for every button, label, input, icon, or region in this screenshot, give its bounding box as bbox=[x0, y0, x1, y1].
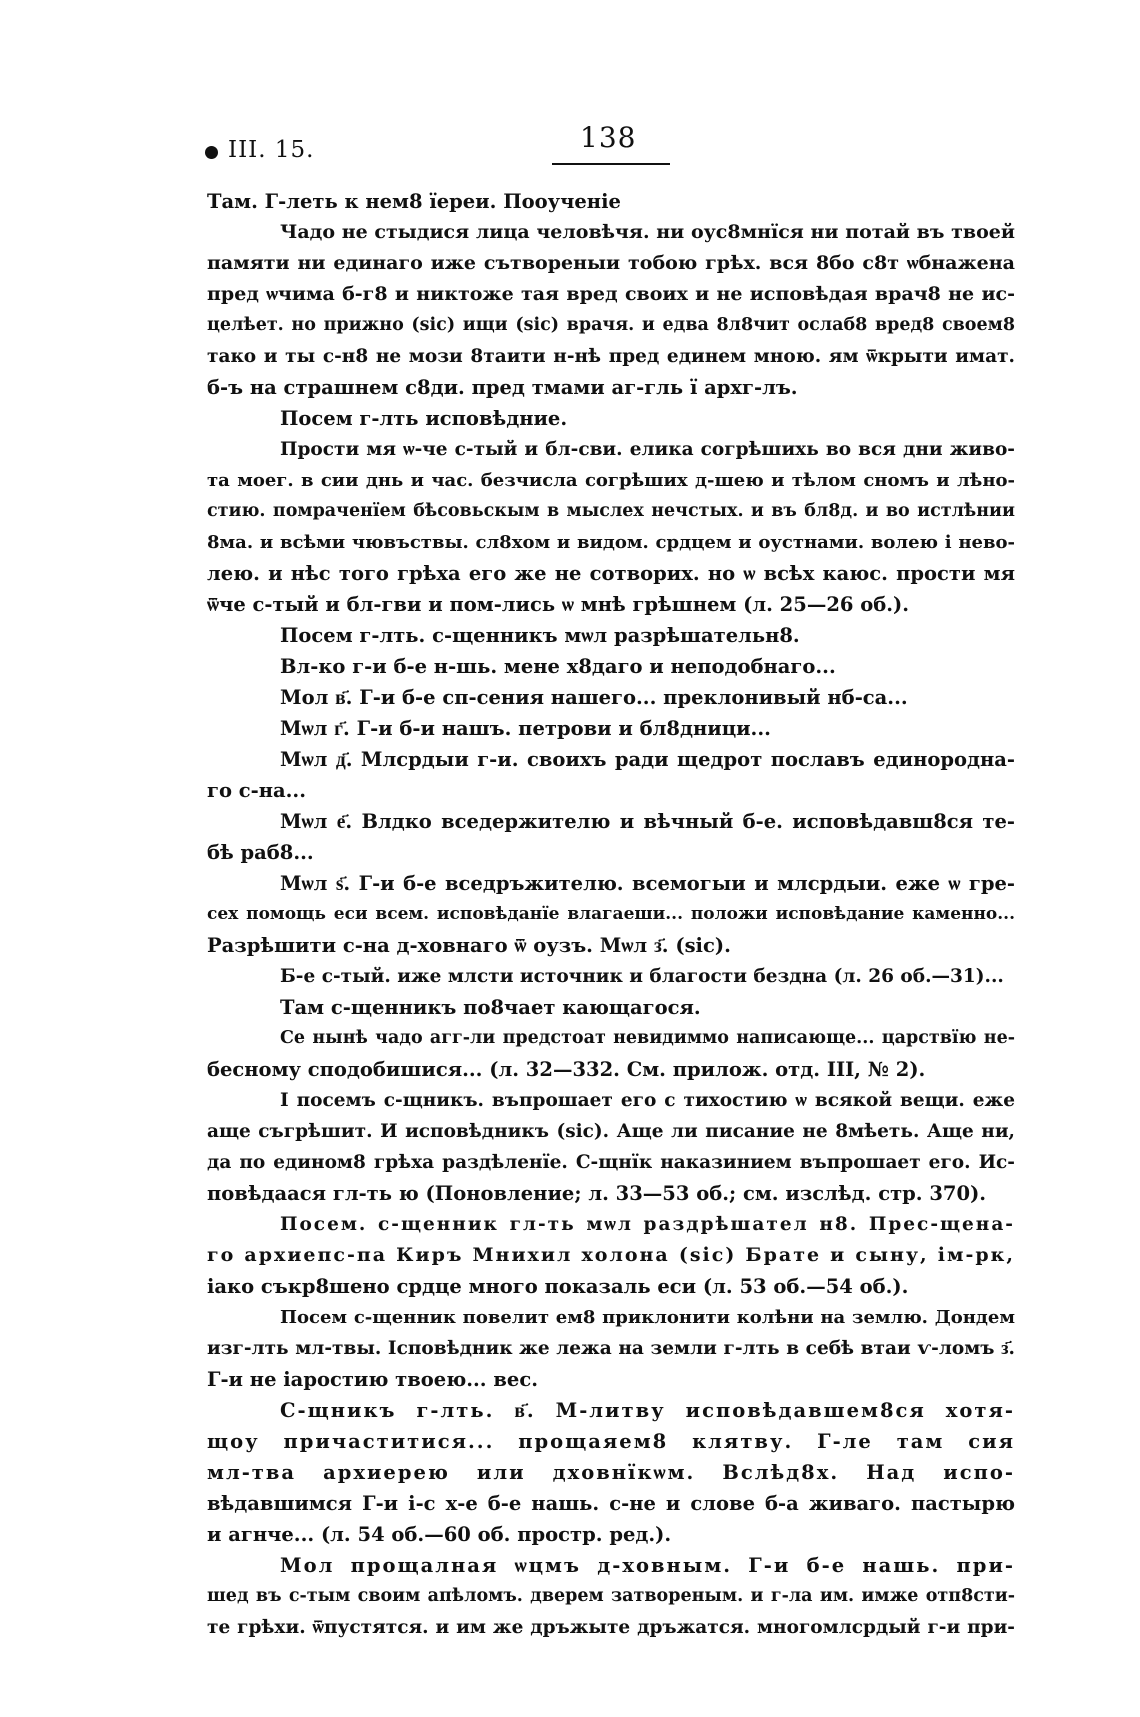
text-line: Мѡл г҃. Г-и б-и нашъ. петрови и бл8дници... bbox=[280, 717, 771, 740]
text-line: щоу причаститися... прощаяем8 клятву. Г-ле там сия bbox=[207, 1430, 1015, 1453]
text-line: стию. помраченїем бѣсовьскым в мыслех нечстых. и въ бл8д. и во истлѣнии bbox=[207, 501, 1015, 521]
text-line: пред ѡчима б-г8 и никтоже тая вред своих и не исповѣдая врач8 не ис- bbox=[207, 283, 1015, 305]
body-text bbox=[207, 186, 1015, 1643]
text-line: Мѡл е҃. Влдко вседержителю и вѣчный б-е. исповѣдавш8ся те- bbox=[280, 810, 1015, 833]
text-line: Посем. с-щенник гл-ть мѡл раздрѣшател н8. Прес-щена- bbox=[280, 1214, 1015, 1235]
text-line: б-ъ на страшнем с8ди. пред тмами аг-гль ї архг-лъ. bbox=[207, 376, 798, 399]
text-line: Г-и не іаростию твоею... вес. bbox=[207, 1368, 538, 1391]
text-line: бесному сподобишися... (л. 32—332. См. прилож. отд. III, № 2). bbox=[207, 1058, 926, 1081]
text-line: шед въ с-тым своим апѣломъ. дверем затвореным. и г-ла им. имже отп8сти- bbox=[207, 1586, 1015, 1606]
text-line: повѣдаася гл-ть ю (Поновление; л. 33—53 об.; см. изслѣд. стр. 370). bbox=[207, 1182, 987, 1205]
text-line: Посем с-щенник повелит ем8 приклонити колѣни на землю. Дондем bbox=[280, 1307, 1015, 1328]
text-line: 8ма. и всѣми чювъствы. сл8хом и видом. срдцем и оустнами. волею і нево- bbox=[207, 532, 1015, 553]
text-line: Се нынѣ чадо агг-ли предстоат невидиммо написающе... царствїю не- bbox=[280, 1028, 1015, 1048]
page-number-rule bbox=[552, 163, 670, 165]
text-line: Там. Г-леть к нем8 їереи. Пооученіе bbox=[207, 190, 621, 213]
text-line: Мѡл ѕ҃. Г-и б-е вседръжителю. всемогыи и млсрдыи. еже ѡ гре- bbox=[280, 872, 1015, 895]
text-line: Мол прощалная ѡцмъ д-ховным. Г-и б-е нашь. при- bbox=[280, 1554, 1015, 1577]
section-reference: III. 15. bbox=[228, 137, 315, 163]
text-line: памяти ни единаго иже сътвореныи тобою грѣх. вся 8бо с8т ѡбнажена bbox=[207, 252, 1015, 274]
bullet-mark bbox=[205, 146, 218, 159]
text-line: го с-на... bbox=[207, 779, 306, 802]
text-line: Мол в҃. Г-и б-е сп-сения нашего... преклонивый нб-са... bbox=[280, 686, 908, 709]
text-line: Б-е с-тый. иже млсти источник и благости бездна (л. 26 об.—31)... bbox=[280, 966, 1004, 987]
text-line: Там с-щенникъ по8чает кающагося. bbox=[280, 996, 701, 1019]
text-line: да по едином8 грѣха раздѣленїе. С-щнїк наказинием въпрошает его. Ис- bbox=[207, 1152, 1015, 1173]
text-line: те грѣхи. ѿпустятся. и им же дръжыте дръжатся. многомлсрдый г-и при- bbox=[207, 1617, 1015, 1638]
text-line: мл-тва архиерею или дховнїкѡм. Вслѣд8х. Над испо- bbox=[207, 1461, 1015, 1484]
text-line: та моег. в сии днь и час. безчисла согрѣших д-шею и тѣлом сномъ и лѣно- bbox=[207, 470, 1015, 491]
text-line: ѿче с-тый и бл-гви и пом-лись ѡ мнѣ грѣшнем (л. 25—26 об.). bbox=[207, 593, 910, 616]
text-line: Чадо не стыдися лица человѣчя. ни оус8мнїся ни потай въ твоей bbox=[280, 221, 1015, 243]
text-line: и агнче... (л. 54 об.—60 об. простр. ред.). bbox=[207, 1523, 672, 1546]
text-line: лею. и нѣс того грѣха его же не сотворих. но ѡ всѣх каюс. прости мя bbox=[207, 562, 1015, 585]
text-line: Посем г-лть исповѣдние. bbox=[280, 407, 568, 430]
text-line: сех помощь еси всем. исповѣданїе влагаеши... положи исповѣдание каменно... bbox=[207, 904, 1015, 924]
text-line: Вл-ко г-и б-е н-шь. мене х8даго и неподобнаго... bbox=[280, 655, 836, 678]
text-line: целѣет. но прижно (sic) ищи (sic) врачя. и едва 8л8чит ослаб8 вред8 своем8 bbox=[207, 315, 1015, 335]
text-line: Мѡл д҃. Млсрдыи г-и. своихъ ради щедрот пославъ единородна- bbox=[280, 748, 1015, 771]
page-number: 138 bbox=[580, 121, 637, 154]
text-line: І посемъ с-щникъ. въпрошает его с тихостию ѡ всякой вещи. еже bbox=[280, 1090, 1015, 1111]
text-line: Посем г-лть. с-щенникъ мѡл разрѣшательн8. bbox=[280, 624, 800, 647]
text-line: го архиепс-па Киръ Мнихил холона (sic) Брате и сыну, ім-рк, bbox=[207, 1244, 1015, 1266]
text-line: Прости мя ѡ-че с-тый и бл-сви. елика согрѣшихь во вся дни живо- bbox=[280, 439, 1015, 460]
text-line: вѣдавшимся Г-и і-с х-е б-е нашь. с-не и слове б-а живаго. пастырю bbox=[207, 1492, 1015, 1515]
text-line: изг-лть мл-твы. Ісповѣдник же лежа на земли г-лть в себѣ втаи ѵ-ломъ з҃. bbox=[207, 1338, 1015, 1359]
text-line: Разрѣшити с-на д-ховнаго ѿ оузъ. Мѡл з҃. (sic). bbox=[207, 934, 731, 957]
text-line: С-щникъ г-лть. в҃. М-литву исповѣдавшем8ся хотя- bbox=[280, 1399, 1015, 1422]
text-line: бѣ раб8... bbox=[207, 841, 314, 864]
text-line: аще съгрѣшит. И исповѣдникъ (sic). Аще ли писание не 8мѣеть. Аще ни, bbox=[207, 1121, 1015, 1142]
text-line: іако съкр8шено срдце много показаль еси (л. 53 об.—54 об.). bbox=[207, 1275, 909, 1298]
text-line: тако и ты с-н8 не мози 8таити н-нѣ пред единем мною. ям ѿкрыти имат. bbox=[207, 346, 1015, 367]
